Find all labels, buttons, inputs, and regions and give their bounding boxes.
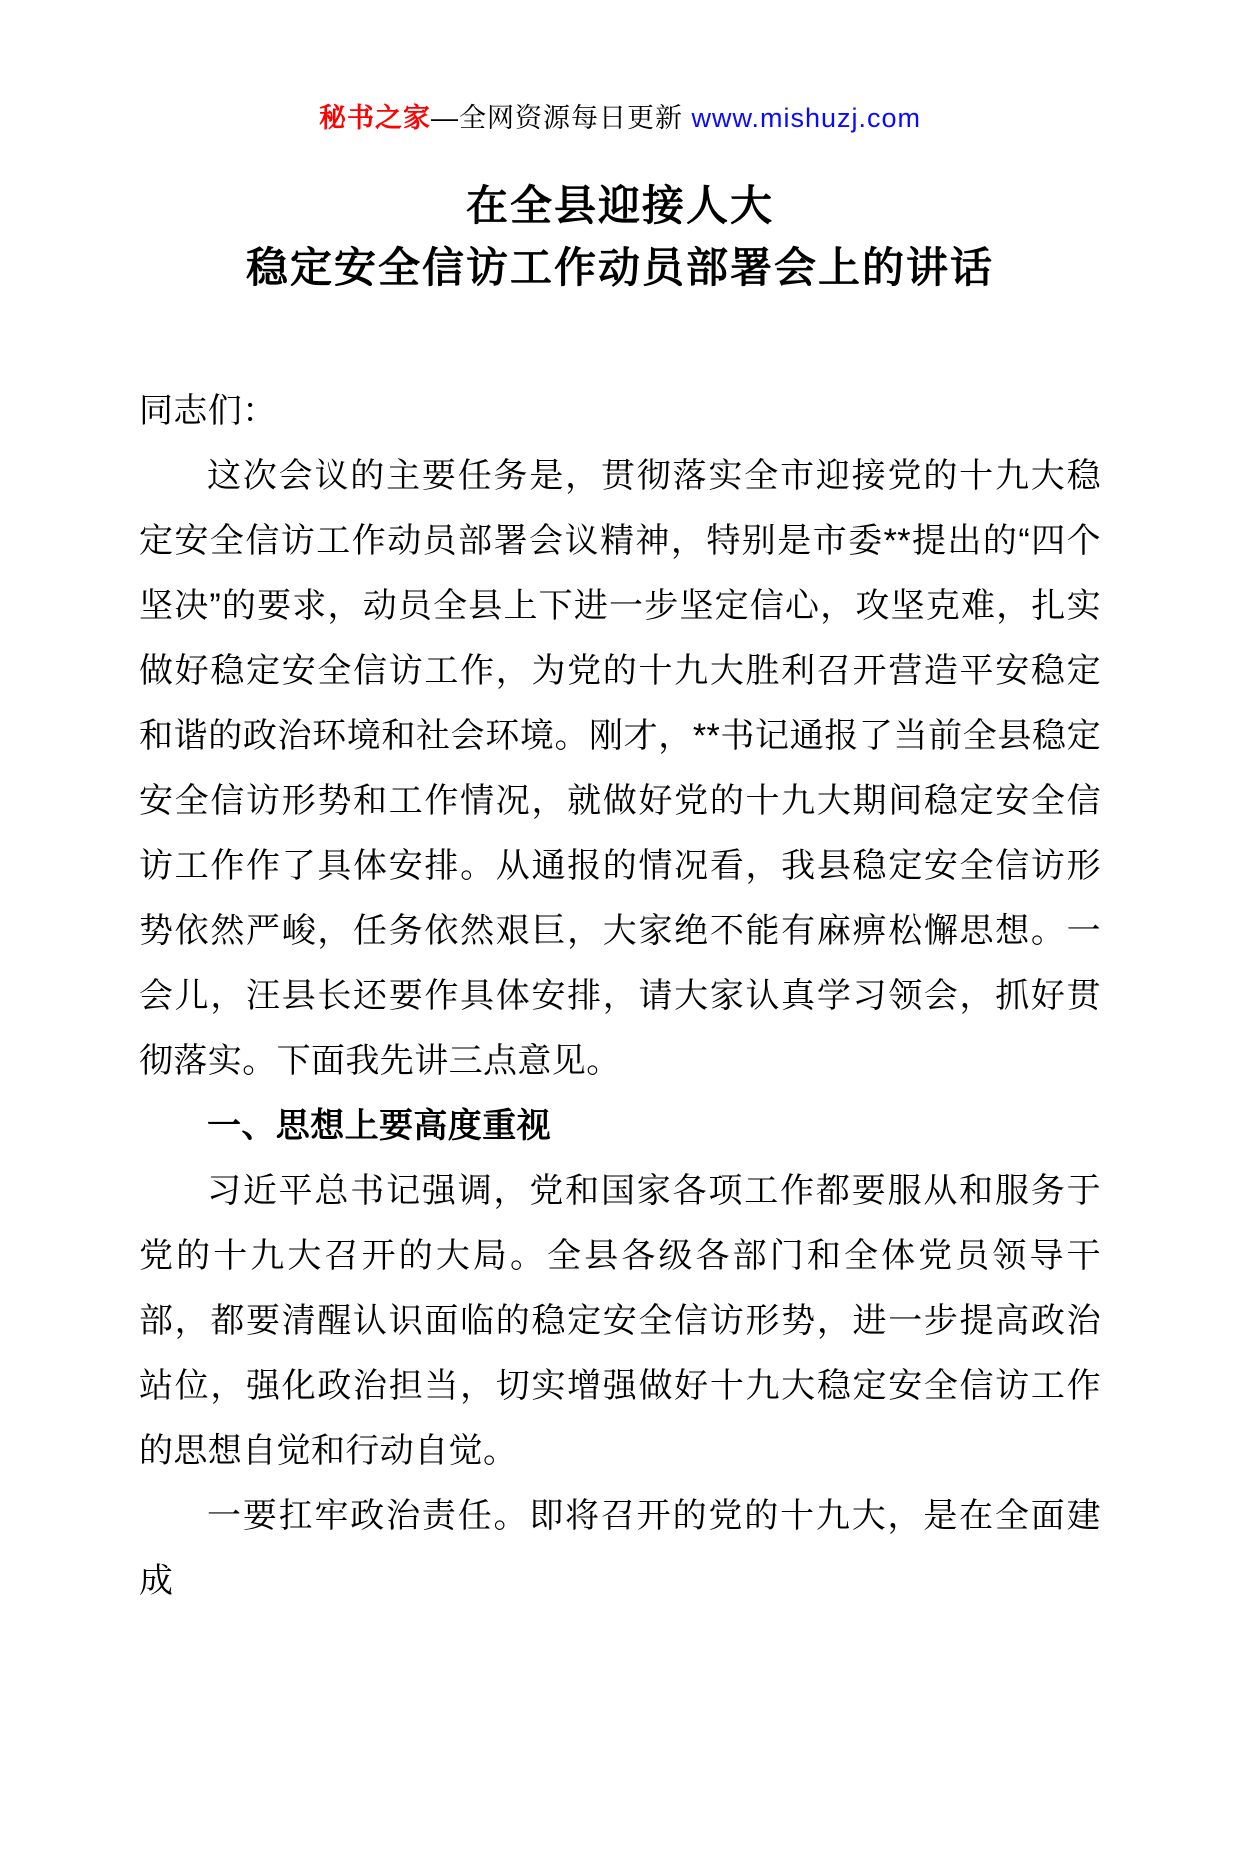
document-title	[0, 175, 1240, 299]
document-page	[0, 96, 1240, 1850]
site-brand: 秘书之家	[318, 103, 431, 133]
document-body	[139, 379, 1101, 1614]
paragraph: 一要扛牢政治责任。即将召开的党的十九大，是在全面建成	[139, 1497, 1101, 1600]
paragraph: 同志们：	[139, 392, 277, 430]
site-url: www.mishuzj.com	[691, 103, 922, 133]
site-header	[0, 96, 1240, 135]
document-title-line1: 在全县迎接人大	[465, 182, 774, 229]
section-heading: 一、思想上要高度重视	[207, 1107, 551, 1145]
paragraph: 习近平总书记强调，党和国家各项工作都要服从和服务于党的十九大召开的大局。全县各级各部门和全体党员领导干部，都要清醒认识面临的稳定安全信访形势，进一步提高政治站位，强化政治担当，切实增强做好十九大稳定安全信访工作的思想自觉和行动自觉。	[139, 1172, 1101, 1470]
site-tagline: —全网资源每日更新	[430, 103, 692, 133]
paragraph: 这次会议的主要任务是，贯彻落实全市迎接党的十九大稳定安全信访工作动员部署会议精神，特别是市委**提出的“四个坚决”的要求，动员全县上下进一步坚定信心，攻坚克难，扎实做好稳定安全信访工作，为党的十九大胜利召开营造平安稳定和谐的政治环境和社会环境。刚才，**书记通报了当前全县稳定安全信访形势和工作情况，就做好党的十九大期间稳定安全信访工作作了具体安排。从通报的情况看，我县稳定安全信访形势依然严峻，任务依然艰巨，大家绝不能有麻痹松懈思想。一会儿，汪县长还要作具体安排，请大家认真学习领会，抓好贯彻落实。下面我先讲三点意见。	[139, 457, 1101, 1080]
document-title-line2: 稳定安全信访工作动员部署会上的讲话	[245, 244, 994, 291]
